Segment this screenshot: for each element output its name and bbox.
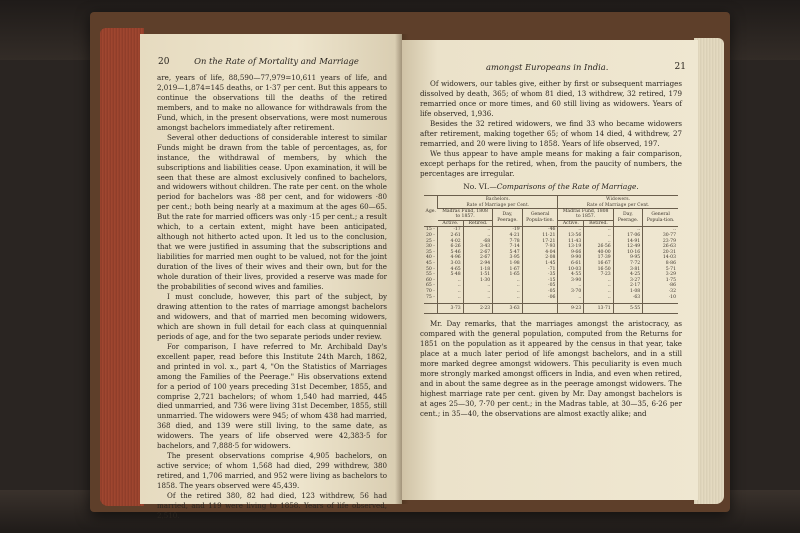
rate-cell: ·06: [522, 295, 558, 301]
rate-cell: 3·43: [463, 244, 493, 250]
rate-cell: 3·95: [493, 255, 522, 261]
total-cell: 3·73: [438, 303, 463, 314]
age-cell: 50 -: [426, 266, 435, 272]
table-title: Comparisons of the Rate of Marriage.: [496, 181, 639, 191]
page-edges-left: [100, 28, 144, 506]
age-cell: 30 -: [426, 244, 435, 250]
left-paragraph: Several other deductions of considerable interest to similar Funds might be drawn from the table of percentages, as, for instance, the withdrawal of members, by which the subscriptions and liabilities cease. Upon examination, it will be seen that these are almost exclusively confined to bachelors, and widowers without children. The rate per cent. on the whole period for bachelors was ·88 per cent, and for widowers ·80 per cent.; both being nearly at a maximum at the ages 60—65. But the rate for married officers was only ·15 per cent.; a result which, to a certain extent, might have been anticipated, although not hitherto acted upon. It led us to the conclusion, that we were justified in assuming that the subscriptions and liabilities for married men ought to be valued, not for the joint duration of the lives of their wives and their own, but for the whole duration of their lives, provided a reserve was made for the probabilities of second wives and families.: [157, 132, 387, 292]
left-paragraph: are, years of life, 88,590—77,979=10,611 years of life, and 2,019—1,874=145 deaths, or 1·37 per cent. But this appears to continue the observations till the deaths of the retired members, and to make no allowance for withdrawals from the Fund, which, in the present observations, were most numerous amongst bachelors immediately after retirement.: [157, 73, 387, 132]
left-paragraph: For comparison, I have referred to Mr. Archibald Day's excellent paper, read before this Institute 24th March, 1862, and printed in vol. x., part 4, "On the Statistics of Marriages among the Families of the Peerage." His observations extend for a period of 100 years preceding 31st December, 1855, and comprise 2,721 bachelors; of whom 1,540 had married, 445 died unmarried, and 736 were living 31st December, 1855, still unmarried. The widowers were 945; of whom 438 had married, 368 died, and 139 were still living, to the same date, as widowers. The years of life observed were 42,383·5 for bachelors, and 7,888·5 for widowers.: [157, 341, 387, 451]
rate-cell: 1·51: [463, 272, 493, 278]
rate-cell: ·17: [438, 227, 463, 233]
left-paragraph: I must conclude, however, this part of the subject, by drawing attention to the rates of marriage amongst bachelors and widowers, and that of married men becoming widowers, which are shown in full detail for each class at quinquennial periods of age, and for the two separate periods under review.: [157, 291, 387, 341]
rate-cell: 7·72: [613, 261, 642, 267]
rate-cell: 12·49: [613, 244, 642, 250]
rate-cell: ·71: [522, 267, 558, 273]
age-cell: 40 -: [426, 255, 435, 261]
total-cell: 5·55: [613, 303, 642, 314]
rate-cell: ..: [558, 295, 584, 301]
rate-cell: ..: [463, 289, 493, 295]
rate-cell: 2·94: [463, 261, 493, 267]
age-cell: 60 -: [426, 277, 435, 283]
left-paragraph: The present observations comprise 4,905 bachelors, on active service; of whom 1,568 had died, 299 withdrew, 380 retired, and 1,706 married, and 952 were living as bachelors to 1858. The years observed were 45,439.: [157, 451, 387, 491]
rate-cell: ..: [643, 227, 678, 233]
col-age: Age.: [424, 196, 438, 227]
rate-cell: ..: [558, 283, 584, 289]
col-madras-fund: Madras Fund, 1808 to 1857.: [438, 208, 493, 220]
rate-cell: 9·66: [558, 250, 584, 256]
col-madras-fund: Madras Fund, 1808 to 1857.: [558, 208, 613, 220]
rate-cell: ·35: [522, 272, 558, 278]
rate-cell: 9·95: [613, 255, 642, 261]
col-retired: Retired.: [584, 220, 613, 227]
rate-cell: 1·75: [643, 278, 678, 284]
rate-cell: ..: [584, 227, 613, 233]
right-running-title: amongst Europeans in India.: [486, 62, 609, 72]
rate-cell: ·05: [522, 289, 558, 295]
rate-cell: 7·78: [493, 239, 522, 245]
rate-cell: 4·25: [613, 272, 642, 278]
rate-cell: 13·19: [558, 244, 584, 250]
rate-cell: ..: [493, 278, 522, 284]
rate-cell: ..: [584, 289, 613, 295]
rate-cell: 2·17: [613, 283, 642, 289]
age-cell: 20 -: [426, 233, 435, 239]
rate-cell: ·19: [493, 227, 522, 233]
rate-cell: ..: [584, 278, 613, 284]
age-cell: 35 -: [426, 249, 435, 255]
table-caption: [420, 182, 682, 192]
rate-cell: 1·30: [463, 278, 493, 284]
rate-cell: 10·03: [558, 267, 584, 273]
marriage-rate-table: [424, 195, 678, 314]
rate-cell: ..: [463, 283, 493, 289]
rate-cell: 5·71: [643, 267, 678, 273]
rate-cell: 4·02: [438, 239, 463, 245]
rate-cell: 1·08: [613, 289, 642, 295]
total-cell: 2·23: [463, 303, 493, 314]
rate-cell: 16·67: [584, 261, 613, 267]
rate-cell: 1·98: [493, 261, 522, 267]
rate-cell: ..: [493, 289, 522, 295]
rate-cell: 5·48: [438, 272, 463, 278]
rate-cell: 14·03: [643, 255, 678, 261]
rate-cell: 5·47: [493, 250, 522, 256]
rate-cell: 1·45: [522, 261, 558, 267]
right-page: [402, 40, 698, 500]
right-body-text: [420, 79, 682, 419]
rate-cell: 3·27: [613, 278, 642, 284]
left-page: [140, 34, 402, 520]
rate-cell: ·46: [522, 227, 558, 233]
age-cell: 75 -: [426, 294, 435, 300]
col-day-peerage: Day, Peerage.: [493, 208, 522, 227]
rate-cell: 3·90: [558, 278, 584, 284]
rate-cell: 4·21: [493, 233, 522, 239]
col-day-peerage: Day, Peerage.: [613, 208, 642, 227]
rate-cell: ·68: [463, 239, 493, 245]
rate-cell: 13·56: [558, 233, 584, 239]
table-totals-row: [424, 303, 678, 314]
rate-cell: ..: [584, 283, 613, 289]
rate-cell: 2·67: [463, 250, 493, 256]
rate-cell: 11·43: [558, 239, 584, 245]
right-page-number: 21: [674, 62, 686, 72]
age-cell: 45 -: [426, 261, 435, 267]
rate-cell: 17·39: [584, 255, 613, 261]
rate-cell: 5·46: [438, 250, 463, 256]
rate-cell: 3·70: [558, 289, 584, 295]
right-paragraph: Mr. Day remarks, that the marriages amongst the aristocracy, as compared with the general population, computed from the Returns for 1851 on the population as it appeared by the census in that year, take place at a much later period of life amongst bachelors, and in a still more marked degree amongst widowers. This peculiarity is even much more strongly marked amongst officers in India, and even when retired, and in about the same degree as in the peerage amongst widowers. The highest marriage rate per cent. given by Mr. Day amongst bachelors is at ages 25—30, 7·70 per cent.; in the Madras table, at 30—35, 6·26 per cent.; in 35—40, the observations are almost exactly alike; and: [420, 319, 682, 418]
rate-cell: 1·65: [493, 272, 522, 278]
rate-cell: ·32: [643, 289, 678, 295]
rate-cell: 40·00: [584, 250, 613, 256]
left-paragraph: Of the retired 380, 82 had died, 123 withdrew, 56 had married, and 119 were living to 1858. Years of life observed, 2,510.: [157, 491, 387, 520]
table-number: No. VI.—: [463, 181, 497, 191]
rate-cell: 7·93: [522, 244, 558, 250]
rate-cell: ..: [463, 227, 493, 233]
age-cell: 65 -: [426, 283, 435, 289]
rate-cell: 10·16: [613, 250, 642, 256]
rate-cell: ..: [438, 289, 463, 295]
total-cell: 13·71: [584, 303, 613, 314]
group-widowers: Widowers. Rate of Marriage per Cent.: [558, 196, 678, 208]
rate-cell: 11·21: [522, 233, 558, 239]
rate-cell: 4·96: [438, 255, 463, 261]
total-cell: [522, 303, 558, 314]
right-paragraph: Besides the 32 retired widowers, we find 33 who became widowers after retirement, making together 65; of whom 14 died, 4 withdrew, 27 remarried, and 20 were living to 1858. Years of life observed, 197.: [420, 118, 682, 148]
total-cell: [424, 303, 438, 314]
left-page-number: 20: [158, 57, 170, 67]
col-active: Active.: [558, 220, 584, 227]
rate-cell: 26·56: [584, 244, 613, 250]
rate-cell: 20·31: [643, 250, 678, 256]
rate-cell: ..: [438, 295, 463, 301]
rate-cell: 14·91: [613, 239, 642, 245]
right-paragraph: We thus appear to have ample means for making a fair comparison, except perhaps for the retired, when, from the paucity of numbers, the percentages are irregular.: [420, 148, 682, 178]
rate-cell: ..: [463, 233, 493, 239]
rate-cell: 4·65: [438, 267, 463, 273]
rate-cell: 9·90: [558, 255, 584, 261]
rate-cell: ..: [584, 233, 613, 239]
rate-cell: ..: [493, 283, 522, 289]
rate-cell: 26·63: [643, 244, 678, 250]
total-cell: 3·63: [493, 303, 522, 314]
left-running-title: On the Rate of Mortality and Marriage: [194, 56, 359, 66]
rate-cell: 7·14: [493, 244, 522, 250]
total-cell: [643, 303, 678, 314]
right-running-head: [486, 62, 686, 72]
rate-cell: ·15: [522, 278, 558, 284]
left-running-head: [158, 56, 359, 67]
rate-cell: 30·77: [643, 233, 678, 239]
rate-cell: 1·67: [493, 267, 522, 273]
age-cell: 15 -: [426, 227, 435, 233]
rate-cell: ..: [613, 227, 642, 233]
rate-cell: 4·04: [522, 250, 558, 256]
rate-cell: 1·18: [463, 267, 493, 273]
rate-cell: 4·55: [558, 272, 584, 278]
rate-cell: 23·79: [643, 239, 678, 245]
rate-cell: ·86: [643, 283, 678, 289]
col-general-population: General Popula-tion.: [522, 208, 558, 227]
rate-cell: 3·81: [613, 267, 642, 273]
col-general-population: General Popula-tion.: [643, 208, 678, 227]
age-cell: 70 -: [426, 288, 435, 294]
rate-cell: ..: [438, 278, 463, 284]
age-cell: 25 -: [426, 238, 435, 244]
rate-cell: 6·61: [558, 261, 584, 267]
col-retired: Retired.: [463, 220, 493, 227]
rate-cell: 17·06: [613, 233, 642, 239]
rate-cell: 2·67: [463, 255, 493, 261]
rate-cell: ·10: [643, 295, 678, 301]
rate-cell: ..: [438, 283, 463, 289]
rate-cell: ·63: [613, 295, 642, 301]
rate-cell: 17·21: [522, 239, 558, 245]
rate-cell: ·05: [522, 283, 558, 289]
col-active: Active.: [438, 220, 463, 227]
rate-cell: ..: [493, 295, 522, 301]
age-cell: 55 -: [426, 272, 435, 278]
rate-cell: 6·26: [438, 244, 463, 250]
rate-cell: ..: [463, 295, 493, 301]
group-bachelors: Bachelors. Rate of Marriage per Cent.: [438, 196, 558, 208]
rate-cell: 3·29: [643, 272, 678, 278]
rate-cell: ..: [558, 227, 584, 233]
table-body: [424, 227, 678, 314]
page-edges-right: [694, 38, 724, 504]
rate-cell: 2·08: [522, 255, 558, 261]
rate-cell: 3·03: [438, 261, 463, 267]
rate-cell: 7·23: [584, 272, 613, 278]
total-cell: 9·23: [558, 303, 584, 314]
rate-cell: ..: [584, 239, 613, 245]
rate-cell: 16·50: [584, 267, 613, 273]
rate-cell: ..: [584, 295, 613, 301]
rate-cell: 2·61: [438, 233, 463, 239]
right-paragraph: Of widowers, our tables give, either by first or subsequent marriages dissolved by death, 365; of whom 81 died, 13 withdrew, 32 retired, 179 remarried once or more times, and 60 still living as widowers. Years of life observed, 1,936.: [420, 79, 682, 118]
rate-cell: 8·86: [643, 261, 678, 267]
left-body-text: [157, 73, 387, 521]
